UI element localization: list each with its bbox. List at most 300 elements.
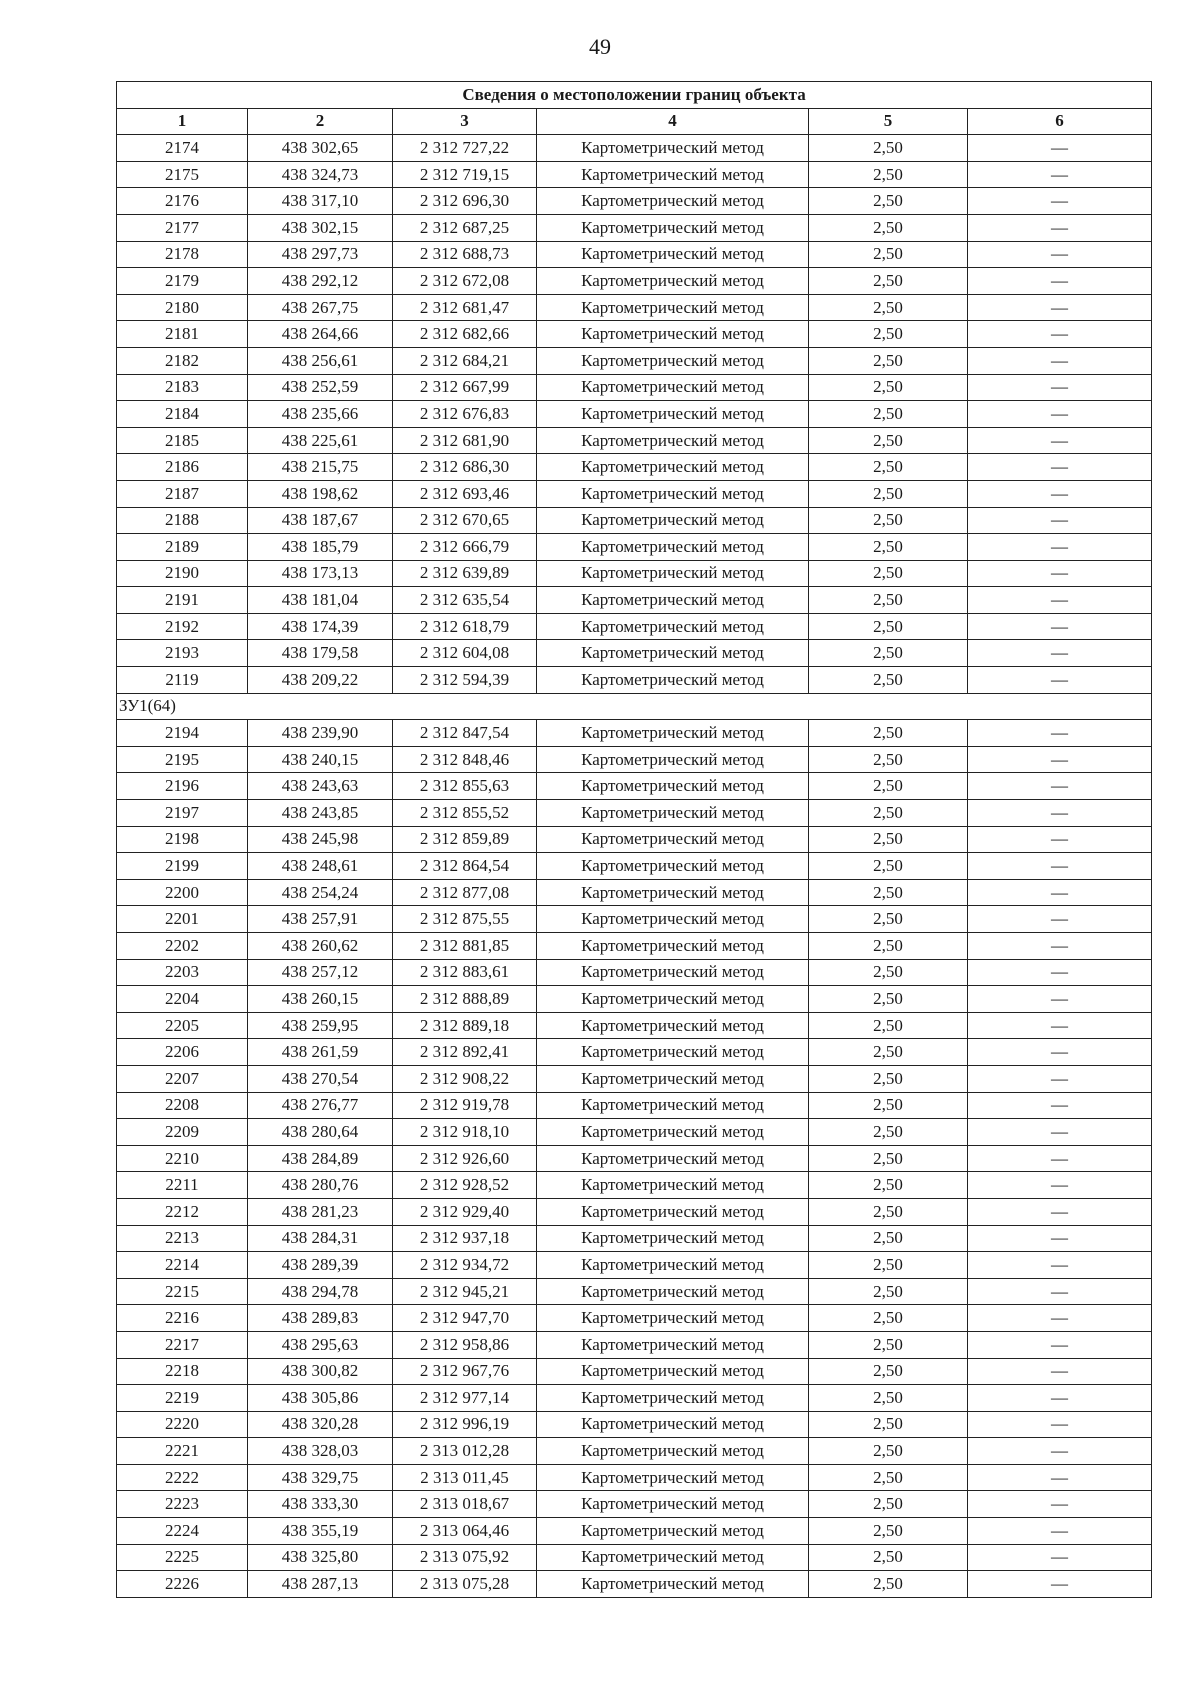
x-coordinate-cell: 438 179,58 bbox=[248, 640, 393, 667]
method-cell: Картометрический метод bbox=[537, 1198, 809, 1225]
y-coordinate-cell: 2 312 883,61 bbox=[393, 959, 537, 986]
table-row bbox=[117, 640, 1152, 667]
y-coordinate-cell: 2 313 011,45 bbox=[393, 1464, 537, 1491]
y-coordinate-cell: 2 312 676,83 bbox=[393, 401, 537, 428]
point-number-cell: 2212 bbox=[117, 1198, 248, 1225]
x-coordinate-cell: 438 209,22 bbox=[248, 667, 393, 694]
description-cell: — bbox=[968, 401, 1152, 428]
y-coordinate-cell: 2 312 693,46 bbox=[393, 480, 537, 507]
table-title-row bbox=[117, 82, 1152, 109]
description-cell: — bbox=[968, 933, 1152, 960]
accuracy-cell: 2,50 bbox=[809, 906, 968, 933]
y-coordinate-cell: 2 312 937,18 bbox=[393, 1225, 537, 1252]
table-row bbox=[117, 374, 1152, 401]
accuracy-cell: 2,50 bbox=[809, 1092, 968, 1119]
table-body bbox=[117, 135, 1152, 1598]
y-coordinate-cell: 2 312 929,40 bbox=[393, 1198, 537, 1225]
description-cell: — bbox=[968, 1438, 1152, 1465]
y-coordinate-cell: 2 312 618,79 bbox=[393, 613, 537, 640]
table-row bbox=[117, 507, 1152, 534]
accuracy-cell: 2,50 bbox=[809, 454, 968, 481]
point-number-cell: 2211 bbox=[117, 1172, 248, 1199]
point-number-cell: 2191 bbox=[117, 587, 248, 614]
point-number-cell: 2198 bbox=[117, 826, 248, 853]
x-coordinate-cell: 438 245,98 bbox=[248, 826, 393, 853]
y-coordinate-cell: 2 312 667,99 bbox=[393, 374, 537, 401]
accuracy-cell: 2,50 bbox=[809, 480, 968, 507]
point-number-cell: 2226 bbox=[117, 1571, 248, 1598]
table-row bbox=[117, 188, 1152, 215]
table-row bbox=[117, 480, 1152, 507]
method-cell: Картометрический метод bbox=[537, 560, 809, 587]
y-coordinate-cell: 2 312 958,86 bbox=[393, 1331, 537, 1358]
point-number-cell: 2195 bbox=[117, 746, 248, 773]
method-cell: Картометрический метод bbox=[537, 1145, 809, 1172]
description-cell: — bbox=[968, 1092, 1152, 1119]
table-row bbox=[117, 1065, 1152, 1092]
x-coordinate-cell: 438 259,95 bbox=[248, 1012, 393, 1039]
description-cell: — bbox=[968, 613, 1152, 640]
point-number-cell: 2219 bbox=[117, 1385, 248, 1412]
method-cell: Картометрический метод bbox=[537, 1278, 809, 1305]
accuracy-cell: 2,50 bbox=[809, 1252, 968, 1279]
accuracy-cell: 2,50 bbox=[809, 188, 968, 215]
method-cell: Картометрический метод bbox=[537, 853, 809, 880]
table-row bbox=[117, 1518, 1152, 1545]
accuracy-cell: 2,50 bbox=[809, 773, 968, 800]
description-cell: — bbox=[968, 720, 1152, 747]
y-coordinate-cell: 2 312 855,63 bbox=[393, 773, 537, 800]
method-cell: Картометрический метод bbox=[537, 933, 809, 960]
table-row bbox=[117, 1172, 1152, 1199]
x-coordinate-cell: 438 328,03 bbox=[248, 1438, 393, 1465]
method-cell: Картометрический метод bbox=[537, 241, 809, 268]
y-coordinate-cell: 2 312 889,18 bbox=[393, 1012, 537, 1039]
accuracy-cell: 2,50 bbox=[809, 746, 968, 773]
y-coordinate-cell: 2 312 666,79 bbox=[393, 534, 537, 561]
x-coordinate-cell: 438 289,83 bbox=[248, 1305, 393, 1332]
table-row bbox=[117, 241, 1152, 268]
description-cell: — bbox=[968, 1544, 1152, 1571]
accuracy-cell: 2,50 bbox=[809, 294, 968, 321]
accuracy-cell: 2,50 bbox=[809, 1225, 968, 1252]
description-cell: — bbox=[968, 1571, 1152, 1598]
point-number-cell: 2193 bbox=[117, 640, 248, 667]
y-coordinate-cell: 2 312 996,19 bbox=[393, 1411, 537, 1438]
y-coordinate-cell: 2 312 686,30 bbox=[393, 454, 537, 481]
accuracy-cell: 2,50 bbox=[809, 959, 968, 986]
point-number-cell: 2225 bbox=[117, 1544, 248, 1571]
accuracy-cell: 2,50 bbox=[809, 1411, 968, 1438]
table-row bbox=[117, 1039, 1152, 1066]
description-cell: — bbox=[968, 480, 1152, 507]
y-coordinate-cell: 2 312 881,85 bbox=[393, 933, 537, 960]
method-cell: Картометрический метод bbox=[537, 401, 809, 428]
x-coordinate-cell: 438 225,61 bbox=[248, 427, 393, 454]
x-coordinate-cell: 438 185,79 bbox=[248, 534, 393, 561]
accuracy-cell: 2,50 bbox=[809, 1331, 968, 1358]
description-cell: — bbox=[968, 1012, 1152, 1039]
point-number-cell: 2192 bbox=[117, 613, 248, 640]
description-cell: — bbox=[968, 214, 1152, 241]
x-coordinate-cell: 438 257,12 bbox=[248, 959, 393, 986]
x-coordinate-cell: 438 317,10 bbox=[248, 188, 393, 215]
method-cell: Картометрический метод bbox=[537, 587, 809, 614]
point-number-cell: 2182 bbox=[117, 347, 248, 374]
method-cell: Картометрический метод bbox=[537, 161, 809, 188]
accuracy-cell: 2,50 bbox=[809, 268, 968, 295]
x-coordinate-cell: 438 284,89 bbox=[248, 1145, 393, 1172]
x-coordinate-cell: 438 324,73 bbox=[248, 161, 393, 188]
x-coordinate-cell: 438 294,78 bbox=[248, 1278, 393, 1305]
accuracy-cell: 2,50 bbox=[809, 1544, 968, 1571]
method-cell: Картометрический метод bbox=[537, 1065, 809, 1092]
point-number-cell: 2190 bbox=[117, 560, 248, 587]
method-cell: Картометрический метод bbox=[537, 1119, 809, 1146]
accuracy-cell: 2,50 bbox=[809, 933, 968, 960]
method-cell: Картометрический метод bbox=[537, 1491, 809, 1518]
method-cell: Картометрический метод bbox=[537, 746, 809, 773]
x-coordinate-cell: 438 295,63 bbox=[248, 1331, 393, 1358]
table-row bbox=[117, 587, 1152, 614]
column-number-row bbox=[117, 108, 1152, 135]
x-coordinate-cell: 438 239,90 bbox=[248, 720, 393, 747]
x-coordinate-cell: 438 329,75 bbox=[248, 1464, 393, 1491]
accuracy-cell: 2,50 bbox=[809, 161, 968, 188]
accuracy-cell: 2,50 bbox=[809, 374, 968, 401]
table-row bbox=[117, 667, 1152, 694]
table-row bbox=[117, 1464, 1152, 1491]
description-cell: — bbox=[968, 321, 1152, 348]
accuracy-cell: 2,50 bbox=[809, 1145, 968, 1172]
description-cell: — bbox=[968, 374, 1152, 401]
accuracy-cell: 2,50 bbox=[809, 214, 968, 241]
method-cell: Картометрический метод bbox=[537, 188, 809, 215]
x-coordinate-cell: 438 181,04 bbox=[248, 587, 393, 614]
y-coordinate-cell: 2 312 594,39 bbox=[393, 667, 537, 694]
x-coordinate-cell: 438 240,15 bbox=[248, 746, 393, 773]
y-coordinate-cell: 2 312 719,15 bbox=[393, 161, 537, 188]
y-coordinate-cell: 2 312 684,21 bbox=[393, 347, 537, 374]
x-coordinate-cell: 438 260,15 bbox=[248, 986, 393, 1013]
y-coordinate-cell: 2 312 934,72 bbox=[393, 1252, 537, 1279]
y-coordinate-cell: 2 312 639,89 bbox=[393, 560, 537, 587]
table-row bbox=[117, 1252, 1152, 1279]
point-number-cell: 2176 bbox=[117, 188, 248, 215]
table-row bbox=[117, 1358, 1152, 1385]
description-cell: — bbox=[968, 587, 1152, 614]
x-coordinate-cell: 438 173,13 bbox=[248, 560, 393, 587]
description-cell: — bbox=[968, 1172, 1152, 1199]
description-cell: — bbox=[968, 1225, 1152, 1252]
table-row bbox=[117, 161, 1152, 188]
accuracy-cell: 2,50 bbox=[809, 1012, 968, 1039]
y-coordinate-cell: 2 312 859,89 bbox=[393, 826, 537, 853]
x-coordinate-cell: 438 270,54 bbox=[248, 1065, 393, 1092]
description-cell: — bbox=[968, 560, 1152, 587]
description-cell: — bbox=[968, 1358, 1152, 1385]
method-cell: Картометрический метод bbox=[537, 1385, 809, 1412]
accuracy-cell: 2,50 bbox=[809, 1464, 968, 1491]
y-coordinate-cell: 2 312 945,21 bbox=[393, 1278, 537, 1305]
point-number-cell: 2213 bbox=[117, 1225, 248, 1252]
method-cell: Картометрический метод bbox=[537, 1464, 809, 1491]
description-cell: — bbox=[968, 507, 1152, 534]
point-number-cell: 2175 bbox=[117, 161, 248, 188]
point-number-cell: 2223 bbox=[117, 1491, 248, 1518]
accuracy-cell: 2,50 bbox=[809, 1305, 968, 1332]
section-label: ЗУ1(64) bbox=[117, 693, 1152, 720]
x-coordinate-cell: 438 198,62 bbox=[248, 480, 393, 507]
table-row bbox=[117, 879, 1152, 906]
table-row bbox=[117, 294, 1152, 321]
description-cell: — bbox=[968, 959, 1152, 986]
boundary-coordinates-table bbox=[116, 81, 1152, 1598]
x-coordinate-cell: 438 248,61 bbox=[248, 853, 393, 880]
point-number-cell: 2207 bbox=[117, 1065, 248, 1092]
method-cell: Картометрический метод bbox=[537, 374, 809, 401]
accuracy-cell: 2,50 bbox=[809, 613, 968, 640]
method-cell: Картометрический метод bbox=[537, 1172, 809, 1199]
table-title: Сведения о местоположении границ объекта bbox=[117, 82, 1152, 109]
point-number-cell: 2184 bbox=[117, 401, 248, 428]
point-number-cell: 2210 bbox=[117, 1145, 248, 1172]
accuracy-cell: 2,50 bbox=[809, 1278, 968, 1305]
description-cell: — bbox=[968, 294, 1152, 321]
description-cell: — bbox=[968, 879, 1152, 906]
method-cell: Картометрический метод bbox=[537, 534, 809, 561]
column-header: 1 bbox=[117, 108, 248, 135]
method-cell: Картометрический метод bbox=[537, 613, 809, 640]
accuracy-cell: 2,50 bbox=[809, 347, 968, 374]
table-row bbox=[117, 1198, 1152, 1225]
method-cell: Картометрический метод bbox=[537, 1518, 809, 1545]
description-cell: — bbox=[968, 268, 1152, 295]
method-cell: Картометрический метод bbox=[537, 347, 809, 374]
accuracy-cell: 2,50 bbox=[809, 986, 968, 1013]
table-row bbox=[117, 1225, 1152, 1252]
table-row bbox=[117, 1544, 1152, 1571]
x-coordinate-cell: 438 325,80 bbox=[248, 1544, 393, 1571]
table-row bbox=[117, 1491, 1152, 1518]
accuracy-cell: 2,50 bbox=[809, 667, 968, 694]
description-cell: — bbox=[968, 853, 1152, 880]
y-coordinate-cell: 2 312 687,25 bbox=[393, 214, 537, 241]
description-cell: — bbox=[968, 800, 1152, 827]
table-row bbox=[117, 401, 1152, 428]
x-coordinate-cell: 438 235,66 bbox=[248, 401, 393, 428]
accuracy-cell: 2,50 bbox=[809, 507, 968, 534]
y-coordinate-cell: 2 312 855,52 bbox=[393, 800, 537, 827]
x-coordinate-cell: 438 305,86 bbox=[248, 1385, 393, 1412]
x-coordinate-cell: 438 280,64 bbox=[248, 1119, 393, 1146]
accuracy-cell: 2,50 bbox=[809, 720, 968, 747]
point-number-cell: 2179 bbox=[117, 268, 248, 295]
accuracy-cell: 2,50 bbox=[809, 241, 968, 268]
table-header bbox=[117, 82, 1152, 135]
table-row bbox=[117, 347, 1152, 374]
accuracy-cell: 2,50 bbox=[809, 1571, 968, 1598]
accuracy-cell: 2,50 bbox=[809, 1385, 968, 1412]
accuracy-cell: 2,50 bbox=[809, 427, 968, 454]
point-number-cell: 2217 bbox=[117, 1331, 248, 1358]
x-coordinate-cell: 438 300,82 bbox=[248, 1358, 393, 1385]
description-cell: — bbox=[968, 1518, 1152, 1545]
accuracy-cell: 2,50 bbox=[809, 587, 968, 614]
y-coordinate-cell: 2 312 947,70 bbox=[393, 1305, 537, 1332]
method-cell: Картометрический метод bbox=[537, 959, 809, 986]
x-coordinate-cell: 438 292,12 bbox=[248, 268, 393, 295]
point-number-cell: 2224 bbox=[117, 1518, 248, 1545]
accuracy-cell: 2,50 bbox=[809, 1119, 968, 1146]
table-row bbox=[117, 1305, 1152, 1332]
x-coordinate-cell: 438 287,13 bbox=[248, 1571, 393, 1598]
point-number-cell: 2199 bbox=[117, 853, 248, 880]
point-number-cell: 2202 bbox=[117, 933, 248, 960]
x-coordinate-cell: 438 302,15 bbox=[248, 214, 393, 241]
method-cell: Картометрический метод bbox=[537, 454, 809, 481]
table-row bbox=[117, 534, 1152, 561]
x-coordinate-cell: 438 284,31 bbox=[248, 1225, 393, 1252]
table-row bbox=[117, 800, 1152, 827]
method-cell: Картометрический метод bbox=[537, 906, 809, 933]
table-row bbox=[117, 720, 1152, 747]
accuracy-cell: 2,50 bbox=[809, 1438, 968, 1465]
y-coordinate-cell: 2 312 681,90 bbox=[393, 427, 537, 454]
accuracy-cell: 2,50 bbox=[809, 1358, 968, 1385]
method-cell: Картометрический метод bbox=[537, 294, 809, 321]
x-coordinate-cell: 438 280,76 bbox=[248, 1172, 393, 1199]
method-cell: Картометрический метод bbox=[537, 268, 809, 295]
x-coordinate-cell: 438 264,66 bbox=[248, 321, 393, 348]
accuracy-cell: 2,50 bbox=[809, 1198, 968, 1225]
method-cell: Картометрический метод bbox=[537, 1438, 809, 1465]
description-cell: — bbox=[968, 1198, 1152, 1225]
method-cell: Картометрический метод bbox=[537, 826, 809, 853]
y-coordinate-cell: 2 313 018,67 bbox=[393, 1491, 537, 1518]
description-cell: — bbox=[968, 1119, 1152, 1146]
x-coordinate-cell: 438 320,28 bbox=[248, 1411, 393, 1438]
description-cell: — bbox=[968, 667, 1152, 694]
method-cell: Картометрический метод bbox=[537, 507, 809, 534]
y-coordinate-cell: 2 313 064,46 bbox=[393, 1518, 537, 1545]
description-cell: — bbox=[968, 1278, 1152, 1305]
point-number-cell: 2221 bbox=[117, 1438, 248, 1465]
table-row bbox=[117, 1331, 1152, 1358]
point-number-cell: 2186 bbox=[117, 454, 248, 481]
y-coordinate-cell: 2 312 864,54 bbox=[393, 853, 537, 880]
method-cell: Картометрический метод bbox=[537, 773, 809, 800]
point-number-cell: 2178 bbox=[117, 241, 248, 268]
y-coordinate-cell: 2 312 928,52 bbox=[393, 1172, 537, 1199]
description-cell: — bbox=[968, 1464, 1152, 1491]
y-coordinate-cell: 2 312 848,46 bbox=[393, 746, 537, 773]
method-cell: Картометрический метод bbox=[537, 1571, 809, 1598]
description-cell: — bbox=[968, 773, 1152, 800]
y-coordinate-cell: 2 313 075,28 bbox=[393, 1571, 537, 1598]
y-coordinate-cell: 2 312 977,14 bbox=[393, 1385, 537, 1412]
point-number-cell: 2208 bbox=[117, 1092, 248, 1119]
x-coordinate-cell: 438 256,61 bbox=[248, 347, 393, 374]
table-row bbox=[117, 933, 1152, 960]
method-cell: Картометрический метод bbox=[537, 1225, 809, 1252]
accuracy-cell: 2,50 bbox=[809, 879, 968, 906]
point-number-cell: 2205 bbox=[117, 1012, 248, 1039]
y-coordinate-cell: 2 312 919,78 bbox=[393, 1092, 537, 1119]
accuracy-cell: 2,50 bbox=[809, 401, 968, 428]
accuracy-cell: 2,50 bbox=[809, 534, 968, 561]
accuracy-cell: 2,50 bbox=[809, 1518, 968, 1545]
x-coordinate-cell: 438 252,59 bbox=[248, 374, 393, 401]
table-row bbox=[117, 454, 1152, 481]
table-row bbox=[117, 1385, 1152, 1412]
y-coordinate-cell: 2 312 696,30 bbox=[393, 188, 537, 215]
point-number-cell: 2218 bbox=[117, 1358, 248, 1385]
x-coordinate-cell: 438 260,62 bbox=[248, 933, 393, 960]
method-cell: Картометрический метод bbox=[537, 480, 809, 507]
method-cell: Картометрический метод bbox=[537, 800, 809, 827]
table-row bbox=[117, 1411, 1152, 1438]
table-row bbox=[117, 906, 1152, 933]
table-row bbox=[117, 613, 1152, 640]
description-cell: — bbox=[968, 1385, 1152, 1412]
table-row bbox=[117, 1012, 1152, 1039]
x-coordinate-cell: 438 254,24 bbox=[248, 879, 393, 906]
table-row bbox=[117, 826, 1152, 853]
description-cell: — bbox=[968, 347, 1152, 374]
description-cell: — bbox=[968, 1065, 1152, 1092]
point-number-cell: 2185 bbox=[117, 427, 248, 454]
accuracy-cell: 2,50 bbox=[809, 1491, 968, 1518]
x-coordinate-cell: 438 257,91 bbox=[248, 906, 393, 933]
description-cell: — bbox=[968, 1145, 1152, 1172]
y-coordinate-cell: 2 312 847,54 bbox=[393, 720, 537, 747]
x-coordinate-cell: 438 276,77 bbox=[248, 1092, 393, 1119]
method-cell: Картометрический метод bbox=[537, 1358, 809, 1385]
y-coordinate-cell: 2 312 877,08 bbox=[393, 879, 537, 906]
method-cell: Картометрический метод bbox=[537, 427, 809, 454]
x-coordinate-cell: 438 355,19 bbox=[248, 1518, 393, 1545]
point-number-cell: 2200 bbox=[117, 879, 248, 906]
method-cell: Картометрический метод bbox=[537, 1544, 809, 1571]
x-coordinate-cell: 438 281,23 bbox=[248, 1198, 393, 1225]
table-row bbox=[117, 959, 1152, 986]
y-coordinate-cell: 2 312 908,22 bbox=[393, 1065, 537, 1092]
point-number-cell: 2181 bbox=[117, 321, 248, 348]
x-coordinate-cell: 438 267,75 bbox=[248, 294, 393, 321]
y-coordinate-cell: 2 312 875,55 bbox=[393, 906, 537, 933]
table-row bbox=[117, 1119, 1152, 1146]
x-coordinate-cell: 438 297,73 bbox=[248, 241, 393, 268]
point-number-cell: 2196 bbox=[117, 773, 248, 800]
table-row bbox=[117, 214, 1152, 241]
column-header: 6 bbox=[968, 108, 1152, 135]
point-number-cell: 2180 bbox=[117, 294, 248, 321]
point-number-cell: 2119 bbox=[117, 667, 248, 694]
x-coordinate-cell: 438 289,39 bbox=[248, 1252, 393, 1279]
x-coordinate-cell: 438 302,65 bbox=[248, 135, 393, 162]
accuracy-cell: 2,50 bbox=[809, 321, 968, 348]
y-coordinate-cell: 2 312 926,60 bbox=[393, 1145, 537, 1172]
description-cell: — bbox=[968, 906, 1152, 933]
method-cell: Картометрический метод bbox=[537, 667, 809, 694]
accuracy-cell: 2,50 bbox=[809, 800, 968, 827]
y-coordinate-cell: 2 312 635,54 bbox=[393, 587, 537, 614]
table-row bbox=[117, 1278, 1152, 1305]
table-row bbox=[117, 853, 1152, 880]
description-cell: — bbox=[968, 135, 1152, 162]
accuracy-cell: 2,50 bbox=[809, 1172, 968, 1199]
